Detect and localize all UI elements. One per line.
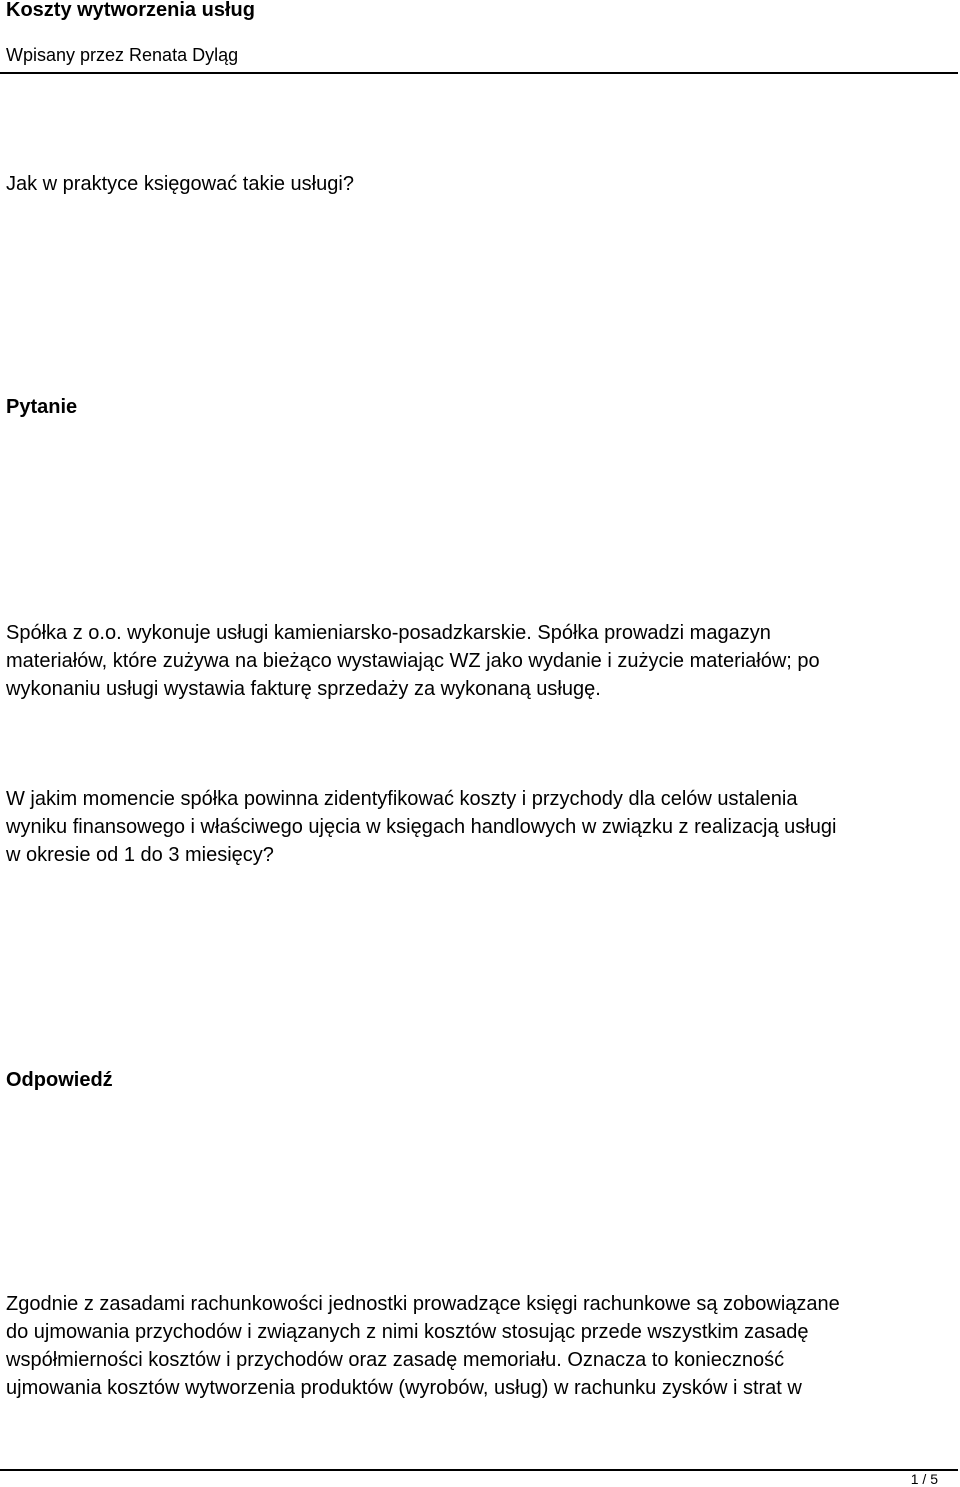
document-title: Koszty wytworzenia usług [6,0,255,21]
text-line: wyniku finansowego i właściwego ujęcia w księgach handlowych w związku z realizacją usługi [6,816,837,838]
text-line: Spółka z o.o. wykonuje usługi kamieniarsko-posadzkarskie. Spółka prowadzi magazyn [6,622,771,644]
text-line: W jakim momencie spółka powinna zidentyfikować koszty i przychody dla celów ustalenia [6,788,798,810]
question-paragraph-1 [6,619,956,703]
text-line: ujmowania kosztów wytworzenia produktów (wyrobów, usług) w rachunku zysków i strat w [6,1377,802,1399]
question-paragraph-2 [6,785,956,869]
answer-paragraph [6,1290,956,1402]
text-line: wykonaniu usługi wystawia fakturę sprzedaży za wykonaną usługę. [6,678,601,700]
question-heading: Pytanie [6,396,78,418]
intro-question: Jak w praktyce księgować takie usługi? [6,173,354,195]
text-line: materiałów, które zużywa na bieżąco wystawiając WZ jako wydanie i zużycie materiałów; po [6,650,820,672]
page-number: 1 / 5 [910,1471,938,1487]
text-line: współmierności kosztów i przychodów oraz zasadę memoriału. Oznacza to konieczność [6,1349,785,1371]
text-line: w okresie od 1 do 3 miesięcy? [6,844,274,866]
header-divider [0,72,958,74]
text-line: Zgodnie z zasadami rachunkowości jednostki prowadzące księgi rachunkowe są zobowiązane [6,1293,840,1315]
footer-divider [0,1469,958,1471]
answer-heading: Odpowiedź [6,1069,113,1091]
text-line: do ujmowania przychodów i związanych z nimi kosztów stosując przede wszystkim zasadę [6,1321,809,1343]
author-line: Wpisany przez Renata Dyląg [6,45,239,65]
